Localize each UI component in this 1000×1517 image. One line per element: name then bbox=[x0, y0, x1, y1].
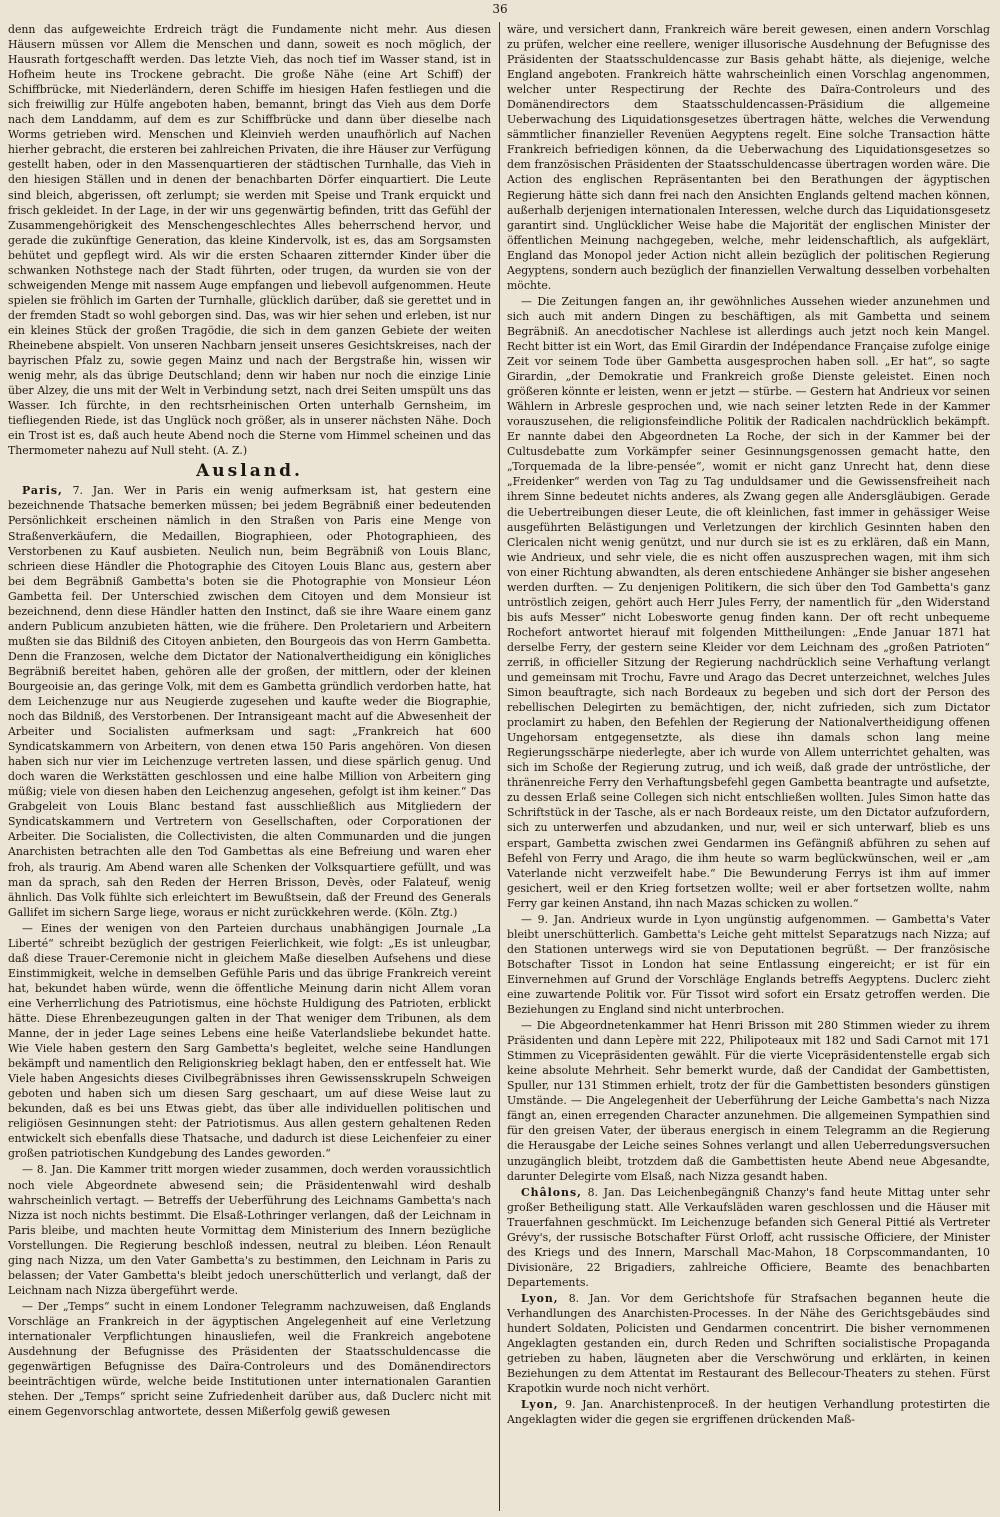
dateline-place: Lyon, bbox=[520, 1398, 559, 1412]
temps-continued-paragraph: wäre, und versichert dann, Frankreich wäre bereit gewesen, einen andern Vorschlag zu prüfen, welcher eine reellere, weniger illusorische Ausdehnung der Befugnisse des Präsidenten der Staatsschuldencasse zur Basis gehabt hätte, als diejenige, welche England angeboten. Frankreich hätte wahrscheinlich einen Vorschlag angenommen, welcher unter Respectirung der Rechte des Daïra-Controleurs und des Domänendirectors dem Staatsschuldencassen-Präsidium die allgemeine Ueberwachung des Liquidationsgesetzes übertragen hätte, welches die Verwendung sämmtlicher finanzieller Revenüen Aegyptens regelt. Eine solche Transaction hätte Frankreich befriedigen können, da die Ueberwachung des Liquidationsgesetzes so dem französischen Präsidenten der Staatsschuldencasse übertragen worden wäre. Die Action des englischen Repräsentanten bei den Berathungen der ägyptischen Regierung hätte sich dann frei nach den Ansichten Englands geltend machen können, außerhalb derjenigen internationalen Interessen, welche durch das Liquidationsgesetz garantirt sind. Unglücklicher Weise habe die Majorität der englischen Minister der öffentlichen Meinung nachgegeben, welche, mehr leidenschaftlich, als aufgeklärt, England das Monopol jeder Action nicht allein bezüglich der politischen Regierung Aegyptens, sondern auch bezüglich der finanziellen Verwaltung desselben vorbehalten möchte. bbox=[506, 23, 990, 292]
paragraph-text: 7. Jan. Wer in Paris ein wenig aufmerksam ist, hat gestern eine bezeichnende Thatsache bemerken müssen; bei jedem Begräbniß einer bedeutenden Persönlichkeit erscheinen nämlich in den Straßen von Paris eine Menge von Straßenverkäufern, die Medaillen, Biographieen, oder Photographieen, des Verstorbenen zu Kauf ausbieten. Neulich nun, beim Begräbniß von Louis Blanc, schrieen diese Händler die Photographie des Citoyen Louis Blanc aus, gestern aber bei dem Begräbniß Gambetta's boten sie die Photographie von Monsieur Léon Gambetta feil. Der Unterschied zwischen dem Citoyen und dem Monsieur ist bezeichnend, denn diese Händler hatten den Instinct, daß sie ihre Waare einem ganz andern Publicum anzubieten hätten, wie die frühere. Den Proletariern und Arbeitern mußten sie das Bildniß des Citoyen anbieten, den Bourgeois das von Herrn Gambetta. Denn die Franzosen, welche dem Dictator der Nationalvertheidigung ein königliches Begräbniß bereitet haben, gehören alle der großen, der mittlern, oder der kleinen Bourgeoisie an, das geringe Volk, mit dem es Gambetta gründlich verdorben hatte, hat dem Leichenzuge nur aus Neugierde zugesehen und kaufte weder die Biographie, noch das Bildniß, des Verstorbenen. Der Intransigeant macht auf die Abwesenheit der Arbeiter und Socialisten aufmerksam und sagt: „Frankreich hat 600 Syndicatskammern von Arbeitern, von denen etwa 150 Paris angehören. Von diesen haben sich nur vier im Leichenzuge vertreten lassen, und diese spärlich genug. Und doch waren die Werkstätten geschlossen und eine halbe Million von Arbeitern ging müßig; viele von diesen haben den Leichenzug angesehen, gefolgt ist ihm keiner.“ Das Grabgeleit von Louis Blanc bestand fast ausschließlich aus Mitgliedern der Syndicatskammern und Vertretern von Gesellschaften, oder Corporationen der Arbeiter. Die Socialisten, die Collectivisten, die alten Communarden und die jungen Anarchisten betrachten alle den Tod Gambettas als eine Befreiung und waren eher froh, als traurig. Am Abend waren alle Schenken der Volksquartiere gefüllt, und was man da sprach, sah den Reden der Herren Brisson, Devès, oder Falateuf, wenig ähnlich. Das Volk fühlte sich erleichtert im Bewußtsein, daß der Freund des Generals Gallifet im sichern Sarge liege, woraus er nicht zurückkehren werde. (Köln. Ztg.) bbox=[8, 484, 491, 919]
flood-report-paragraph: denn das aufgeweichte Erdreich trägt die Fundamente nicht mehr. Aus diesen Häusern müssen vor Allem die Menschen und dann, soweit es noch möglich, der Hausrath fortgeschafft werden. Das letzte Vieh, das noch tief im Wasser stand, ist in Hofheim heute ins Trockene gebracht. Die große Nähe (eine Art Schiff) der Schiffbrücke, mit Niederländern, deren Schiffe im hiesigen Hafen festliegen und die sich freiwillig zur Hülfe angeboten haben, bemannt, bringt das Vieh aus dem Dorfe nach dem Landdamm, auf dem es zur Schiffbrücke und dann über dieselbe nach Worms getrieben wird. Menschen und Kleinvieh werden unaufhörlich auf Nachen hierher gebracht, die ersteren bei zahlreichen Privaten, die ihre Häuser zur Verfügung gestellt haben, oder in den Massenquartieren der städtischen Turnhalle, das Vieh in den hiesigen Ställen und in denen der benachbarten Dörfer einquartiert. Die Leute sind bleich, abgerissen, oft zerlumpt; sie werden mit Speise und Trank erquickt und frisch gekleidet. In der Lage, in der wir uns gegenwärtig befinden, tritt das Gefühl der Zusammengehörigkeit des Menschengeschlechtes Alles beherrschend hervor, und gerade die zukünftige Generation, das kleine Kindervolk, ist es, das am Sorgsamsten behütet und gepflegt wird. Als wir die ersten Schaaren zitternder Kinder über die schwanken Nothstege nach der Stadt führten, oder trugen, da wurden sie von der schweigenden Menge mit nassem Auge empfangen und liebevoll aufgenommen. Heute spielen sie fröhlich im Garten der Turnhalle, glücklich darüber, daß sie gerettet und in der fremden Stadt so wohl geborgen sind. Das, was wir hier sehen und erleben, ist nur ein kleines Stück der großen Tragödie, die sich in dem ganzen Gebiete der weiten Rheinebene abspielt. Von unseren Nachbarn jenseit unseres Gesichtskreises, nach der bayrischen Pfalz zu, sowie gegen Mainz und nach der Bergstraße hin, wissen wir wenig mehr, als das übrige Deutschland; denn wir haben nur noch die einzige Linie über Alzey, die uns mit der Welt in Verbindung setzt, nach drei Seiten umspült uns das Wasser. Ich fürchte, in den rechtsrheinischen Orten unterhalb Gernsheim, im tiefliegenden Riede, ist das Unglück noch größer, als in unserer nächsten Nähe. Doch ein Trost ist es, daß auch heute Abend noch die Sterne vom Himmel scheinen und das Thermometer nahezu auf Null steht. (A. Z.) bbox=[8, 23, 491, 458]
newspapers-paragraph: — Die Zeitungen fangen an, ihr gewöhnliches Aussehen wieder anzunehmen und sich auch mit andern Dingen zu beschäftigen, als mit Gambetta und seinem Begräbniß. An anecdotischer Nachlese ist allerdings auch jetzt noch kein Mangel. Recht bitter ist ein Wort, das Emil Girardin der Indépendance Française zufolge einige Zeit vor seinem Tode über Gambetta ausgesprochen haben soll. „Er hat“, so sagte Girardin, „der Demokratie und Frankreich große Dienste geleistet. Einen noch größeren könnte er leisten, wenn er jetzt — stürbe. — Gestern hat Andrieux vor seinen Wählern in Arbresle gesprochen und, wie nach seiner letzten Rede in der Kammer vorauszusehen, die religionsfeindliche Politik der Radicalen nachdrücklich bekämpft. Er nannte dabei den Abgeordneten La Roche, der sich in der Kammer bei der Cultusdebatte zum Vorkämpfer seiner Gesinnungsgenossen gemacht hatte, den „Torquemada de la libre-pensée“, womit er nicht ganz Unrecht hat, denn diese „Freidenker“ werden von Tag zu Tag unduldsamer und die Gewissensfreiheit nach ihrem Sinne bedeutet nichts anderes, als Zwang gegen alle Andersgläubigen. Gerade die Uebertreibungen dieser Leute, die oft kleinlichen, fast immer in gehässiger Weise ausgeführten Belästigungen und Verletzungen der kirchlich Gesinnten haben den Clericalen nicht wenig genützt, und nur durch sie ist es zu erklären, daß ein Mann, wie Andrieux, und sehr viele, die es nicht offen auszusprechen wagen, mit ihm sich von einer Richtung abwandten, als deren entschiedene Anhänger sie bisher angesehen werden durften. — Zu denjenigen Politikern, die sich über den Tod Gambetta's ganz untröstlich zeigen, gehört auch Herr Jules Ferry, der namentlich für „den Widerstand bis aufs Messer“ nicht Lobesworte genug finden kann. Der oft recht unbequeme Rochefort antwortet hierauf mit folgenden Mittheilungen: „Ende Januar 1871 hat derselbe Ferry, der gestern seine Kleider vor dem Leichnam des „großen Patrioten“ zerriß, in officieller Sitzung der Regierung nachdrücklich seine Verhaftung verlangt und gemeinsam mit Trochu, Favre und Arago das Decret unterzeichnet, welches Jules Simon beauftragte, sich nach Bordeaux zu begeben und sich dort der Person des rebellischen Delegirten zu bemächtigen, der, nicht zufrieden, sich zum Dictator proclamirt zu haben, den Befehlen der Regierung der Nationalvertheidigung offenen Ungehorsam entgegensetzte, als diese ihn damals schon lang meine Regierungsschärpe niederlegte, aber ich wurde von Allem unterrichtet gehalten, was sich im Schoße der Regierung zutrug, und ich weiß, daß grade der untröstliche, der thränenreiche Ferry den Verhaftungsbefehl gegen Gambetta beantragte und aufsetzte, zu dessen Erlaß seine Collegen sich nicht entschließen wollten. Jules Simon hatte das Schriftstück in der Tasche, als er nach Bordeaux reiste, um den Dictator aufzufordern, sich zu unterwerfen und abzudanken, und nur, weil er sich unterwarf, blieb es uns erspart, Gambetta zwischen zwei Gendarmen ins Gefängniß abführen zu sehen auf Befehl von Ferry und Arago, die ihm heute so warm beglückwünschen, weil er „am Vaterlande nicht verzweifelt habe.“ Die Bewunderung Ferrys ist ihm auf immer gesichert, weil er den Krieg fortsetzen wollte; weil er aber fortsetzen wollte, nahm Ferry gar keinen Anstand, ihn nach Mazas schicken zu wollen.“ bbox=[506, 294, 990, 910]
paris-jan8-paragraph: — 8. Jan. Die Kammer tritt morgen wieder zusammen, doch werden voraussichtlich noch viele Abgeordnete abwesend sein; die Präsidentenwahl wird deshalb wahrscheinlich vertagt. — Betreffs der Ueberführung des Leichnams Gambetta's nach Nizza ist noch nichts bestimmt. Die Elsaß-Lothringer verlangen, daß der Leichnam in Paris bleibe, und machten heute Vormittag dem Ministerium des Innern bezügliche Vorstellungen. Die Regierung beschloß indessen, neutral zu bleiben. Léon Renault ging nach Nizza, um den Vater Gambetta's zu bestimmen, den Leichnam in Paris zu belassen; der Vater Gambetta's bleibt jedoch unerschütterlich und verlangt, daß der Leichnam nach Nizza übergeführt werde. bbox=[8, 1163, 491, 1297]
liberte-paragraph: — Eines der wenigen von den Parteien durchaus unabhängigen Journale „La Liberté“ schreibt bezüglich der gestrigen Feierlichkeit, wie folgt: „Es ist unleugbar, daß diese Trauer-Ceremonie nicht in gleichem Maße dieselben Aufsehens und diese Einstimmigkeit, welche in demselben Gefühle Paris und das übrige Frankreich vereint hat, bekundet haben würde, wenn die öffentliche Meinung darin nicht Allem voran eine Verherrlichung des Patriotismus, eine höchste Huldigung des Patrioten, erblickt hätte. Diese Ehrenbezeugungen galten in der That weniger dem Tribunen, als dem Manne, der in jeder Lage seines Lebens eine heiße Vaterlandsliebe bekundet hatte. Wie Viele haben gestern den Sarg Gambetta's begleitet, welche seine Handlungen bekämpft und namentlich den Religionskrieg beklagt haben, den er entfesselt hat. Wie Viele haben Angesichts dieses Civilbegräbnisses ihren Gewissensskrupeln Schweigen geboten und haben sich um diesen Sarg geschaart, um auf diese Weise laut zu bekunden, daß es bei uns Etwas giebt, das über alle individuellen politischen und religiösen Gesinnungen steht: der Patriotismus. Aus allen gestern gehaltenen Reden entwickelt sich ebenfalls diese Thatsache, und dadurch ist diese Leichenfeier zu einer großen patriotischen Kundgebung des Landes geworden.“ bbox=[8, 921, 491, 1161]
paragraph-text: 9. Jan. Anarchistenproceß. In der heutigen Verhandlung protestirten die Angeklagten wider die gegen sie ergriffenen drückenden Maß- bbox=[506, 1398, 990, 1427]
right-column bbox=[507, 22, 990, 1511]
page-number: 36 bbox=[492, 2, 508, 16]
temps-paragraph: — Der „Temps“ sucht in einem Londoner Telegramm nachzuweisen, daß Englands Vorschläge an Frankreich in der ägyptischen Angelegenheit auf eine Verletzung internationaler Verpflichtungen hinausliefen, weil die Frankreich angebotene Ausdehnung der Befugnisse des Präsidenten der Staatsschuldencasse die gegenwärtigen Befugnisse des Daïra-Controleurs und des Domänendirectors beeinträchtigen würde, welche beide Institutionen unter internationalen Garantien stehen. Der „Temps“ spricht seine Zufriedenheit darüber aus, daß Duclerc nicht mit einem Gegenvorschlag antwortete, dessen Mißerfolg gewiß gewesen bbox=[8, 1299, 491, 1419]
chamber-paragraph: — Die Abgeordnetenkammer hat Henri Brisson mit 280 Stimmen wieder zu ihrem Präsidenten und dann Lepère mit 222, Philipoteaux mit 182 und Sadi Carnot mit 171 Stimmen zu Vicepräsidenten gewählt. Für die vierte Vicepräsidentenstelle ergab sich keine absolute Mehrheit. Sehr bemerkt wurde, daß der Candidat der Gambettisten, Spuller, nur 131 Stimmen erhielt, trotz der für die Gambettisten besonders günstigen Umstände. — Die Angelegenheit der Ueberführung der Leiche Gambetta's nach Nizza fängt an, einen erregenden Character anzunehmen. Die allgemeinen Sympathien sind für den greisen Vater, der überaus energisch in einem Telegramm an die Regierung die Herausgabe der Leiche seines Sohnes verlangt und allen Ueberredungsversuchen unzugänglich bleibt, trotzdem daß die Gambettisten heute Abend neue Abgesandte, darunter Delegirte vom Elsaß, nach Nizza gesandt haben. bbox=[506, 1019, 990, 1183]
left-column bbox=[8, 22, 491, 1511]
dateline-place: Lyon, bbox=[520, 1291, 559, 1305]
chalons-paragraph bbox=[507, 1185, 990, 1290]
dateline-place: Châlons, bbox=[520, 1185, 582, 1199]
columns bbox=[8, 22, 990, 1511]
column-divider bbox=[499, 22, 500, 1511]
paris-jan9-paragraph: — 9. Jan. Andrieux wurde in Lyon ungünstig aufgenommen. — Gambetta's Vater bleibt unerschütterlich. Gambetta's Leiche geht mittelst Separatzugs nach Nizza; auf den Stationen unterwegs wird sie von Deputationen begrüßt. — Der französische Botschafter Tissot in London hat seine Entlassung eingereicht; er ist für ein Einvernehmen auf Grund der Vorschläge Englands betreffs Aegyptens. Duclerc zieht eine zuwartende Politik vor. Für Tissot wird sofort ein Ersatz getroffen werden. Die Beziehungen zu England sind nicht unterbrochen. bbox=[506, 912, 990, 1017]
paris-jan7-paragraph bbox=[8, 483, 491, 919]
dateline-place: Paris, bbox=[22, 484, 63, 498]
lyon-jan8-paragraph bbox=[507, 1291, 990, 1396]
paragraph-text: 8. Jan. Das Leichenbegängniß Chanzy's fand heute Mittag unter sehr großer Betheiligung statt. Alle Verkaufsläden waren geschlossen und die Häuser mit Trauerfahnen geschmückt. Im Leichenzuge befanden sich General Pittié als Vertreter Grévy's, der russische Botschafter Fürst Orloff, acht russische Officiere, der Minister des Kriegs und des Innern, Marschall Mac-Mahon, 18 Corpscommandanten, 10 Divisionäre, 22 Brigadiers, zahlreiche Officiere, Beamte des benachbarten Departements. bbox=[506, 1185, 990, 1289]
lyon-jan9-paragraph bbox=[507, 1397, 990, 1427]
section-heading-ausland: Ausland. bbox=[196, 461, 303, 482]
paragraph-text: 8. Jan. Vor dem Gerichtshofe für Strafsachen begannen heute die Verhandlungen des Anarchisten-Processes. In der Nähe des Gerichtsgebäudes sind hundert Soldaten, Policisten und Gendarmen concentrirt. Die bisher vernommenen Angeklagten gestanden ein, durch Reden und Schriften socialistische Propaganda getrieben zu haben, läugneten aber die Verschwörung und erklärten, in keinen Beziehungen zu dem Attentat im Restaurant des Bellecour-Theaters zu stehen. Fürst Krapotkin wurde noch nicht verhört. bbox=[506, 1291, 990, 1396]
